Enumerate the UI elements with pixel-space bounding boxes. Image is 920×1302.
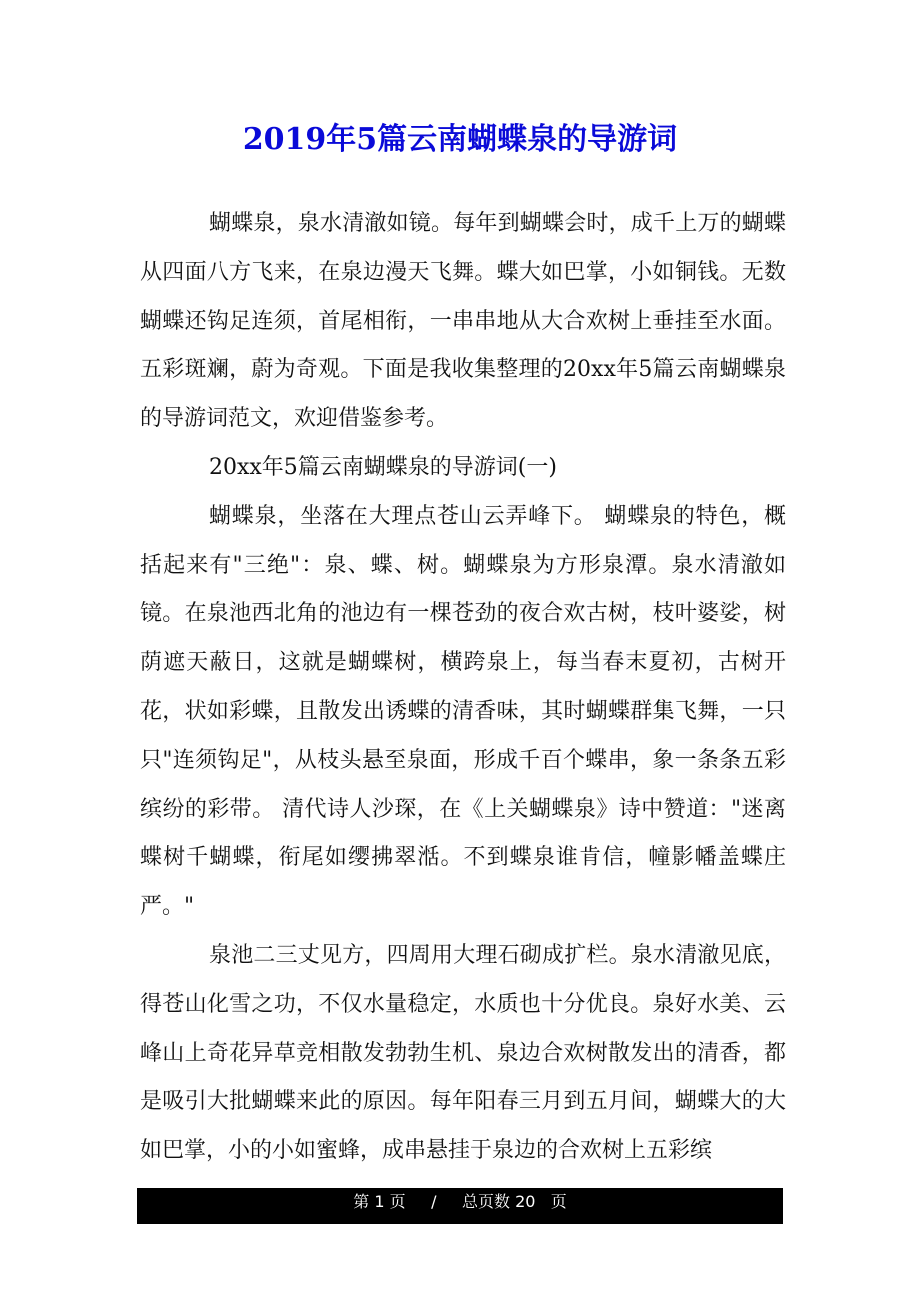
- total-pages-number: 20: [515, 1192, 536, 1211]
- page-footer: [137, 1188, 783, 1224]
- document-title: 2019年5篇云南蝴蝶泉的导游词: [242, 122, 678, 157]
- page-separator: /: [431, 1192, 437, 1211]
- current-page-number: 1: [374, 1192, 385, 1211]
- page-label-prefix: 第: [353, 1192, 370, 1211]
- intro-paragraph: 蝴蝶泉，泉水清澈如镜。每年到蝴蝶会时，成千上万的蝴蝶从四面八方飞来，在泉边漫天飞舞。蝶大如巴掌，小如铜钱。无数蝴蝶还钩足连须，首尾相衔，一串串地从大合欢树上垂挂至水面。五彩斑斓，蔚为奇观。下面是我收集整理的20xx年5篇云南蝴蝶泉的导游词范文，欢迎借鉴参考。: [140, 211, 786, 432]
- section-heading: 20xx年5篇云南蝴蝶泉的导游词(一): [209, 454, 557, 480]
- total-pages-suffix: 页: [550, 1192, 567, 1211]
- total-pages-label: 总页数: [461, 1192, 510, 1211]
- body-paragraph: 泉池二三丈见方，四周用大理石砌成扩栏。泉水清澈见底，得苍山化雪之功，不仅水量稳定，水质也十分优良。泉好水美、云峰山上奇花异草竞相散发勃勃生机、泉边合欢树散发出的清香，都是吸引大批蝴蝶来此的原因。每年阳春三月到五月间，蝴蝶大的大如巴掌，小的小如蜜蜂，成串悬挂于泉边的合欢树上五彩缤: [140, 942, 786, 1164]
- page-label-suffix: 页: [389, 1192, 406, 1211]
- document-body: [140, 200, 786, 1176]
- body-paragraph: 蝴蝶泉，坐落在大理点苍山云弄峰下。 蝴蝶泉的特色，概括起来有"三绝"：泉、蝶、树。蝴蝶泉为方形泉潭。泉水清澈如镜。在泉池西北角的池边有一棵苍劲的夜合欢古树，枝叶婆娑，树荫遮天蔽日，这就是蝴蝶树，横跨泉上，每当春末夏初，古树开花，状如彩蝶，且散发出诱蝶的清香味，其时蝴蝶群集飞舞，一只只"连须钩足"，从枝头悬至泉面，形成千百个蝶串，象一条条五彩缤纷的彩带。 清代诗人沙琛，在《上关蝴蝶泉》诗中赞道："迷离蝶树千蝴蝶，衔尾如缨拂翠湉。不到蝶泉谁肯信，幢影幡盖蝶庄严。": [140, 503, 786, 920]
